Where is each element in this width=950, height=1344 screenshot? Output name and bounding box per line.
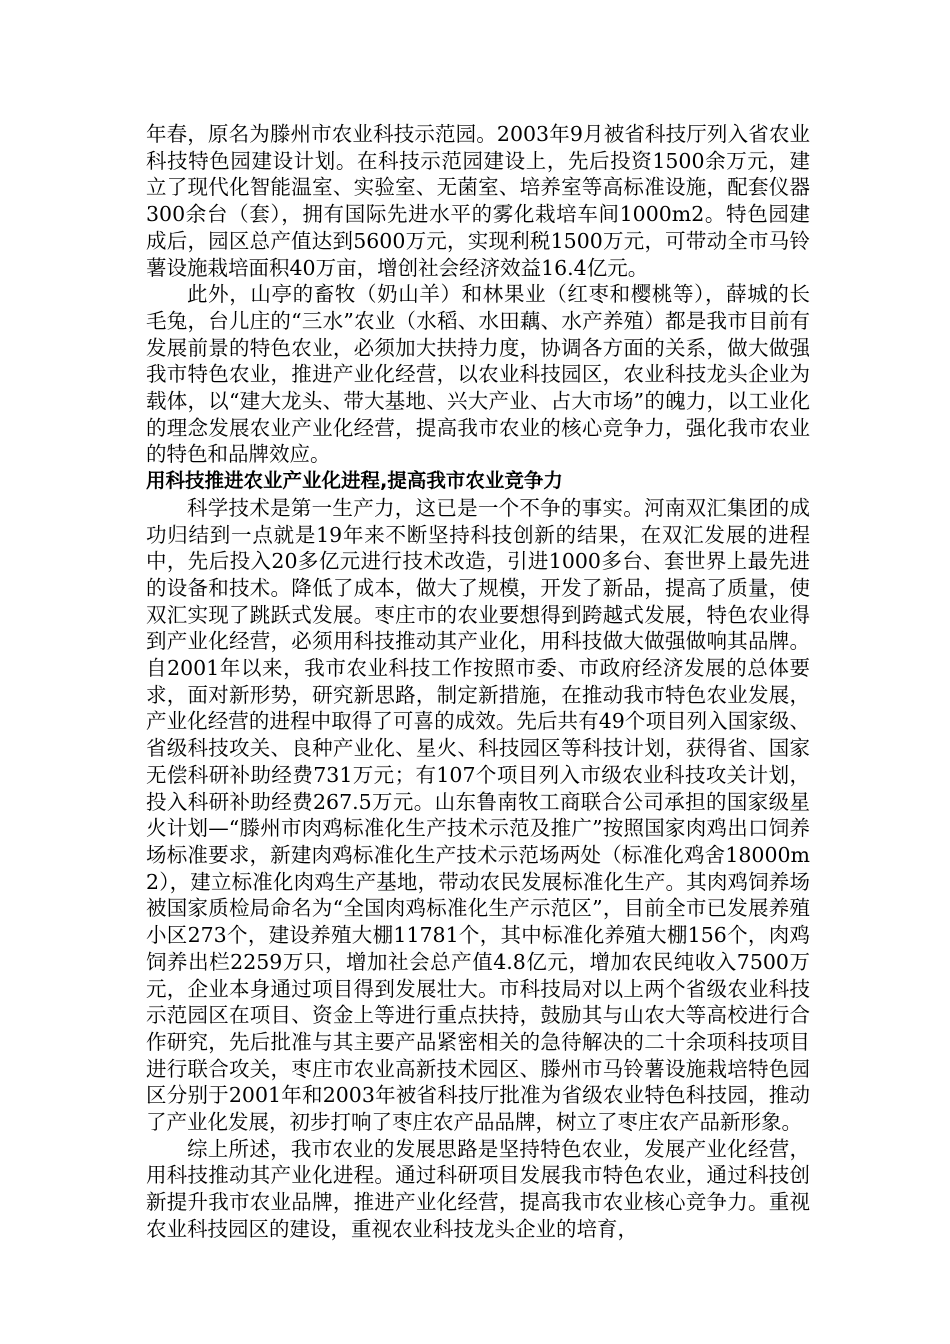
- section-heading: 用科技推进农业产业化进程,提高我市农业竞争力: [146, 469, 563, 493]
- paragraph-4: 综上所述，我市农业的发展思路是坚持特色农业，发展产业化经营，用科技推动其产业化进程。通过科研项目发展我市特色农业，通过科技创新提升我市农业品牌，推进产业化经营，提高我市农业核心竞争力。重视农业科技园区的建设，重视农业科技龙头企业的培育，: [146, 1136, 810, 1241]
- paragraph-2: 此外，山亭的畜牧（奶山羊）和林果业（红枣和樱桃等），薛城的长毛兔，台儿庄的“三水”农业（水稻、水田藕、水产养殖）都是我市目前有发展前景的特色农业，必须加大扶持力度，协调各方面的关系，做大做强我市特色农业，推进产业化经营，以农业科技园区，农业科技龙头企业为载体，以“建大龙头、带大基地、兴大产业、占大市场”的魄力，以工业化的理念发展农业产业化经营，提高我市农业的核心竞争力，强化我市农业的特色和品牌效应。: [146, 282, 810, 467]
- paragraph-3: 科学技术是第一生产力，这已是一个不争的事实。河南双汇集团的成功归结到一点就是19年来不断坚持科技创新的结果，在双汇发展的进程中，先后投入20多亿元进行技术改造，引进1000多台、套世界上最先进的设备和技术。降低了成本，做大了规模，开发了新品，提高了质量，使双汇实现了跳跃式发展。枣庄市的农业要想得到跨越式发展，特色农业得到产业化经营，必须用科技推动其产业化，用科技做大做强做响其品牌。自2001年以来，我市农业科技工作按照市委、市政府经济发展的总体要求，面对新形势，研究新思路，制定新措施，在推动我市特色农业发展，产业化经营的进程中取得了可喜的成效。先后共有49个项目列入国家级、省级科技攻关、良种产业化、星火、科技园区等科技计划，获得省、国家无偿科研补助经费731万元；有107个项目列入市级农业科技攻关计划，投入科研补助经费267.5万元。山东鲁南牧工商联合公司承担的国家级星火计划—“滕州市肉鸡标准化生产技术示范及推广”按照国家肉鸡出口饲养场标准要求，新建肉鸡标准化生产技术示范场两处（标准化鸡舍18000m2），建立标准化肉鸡生产基地，带动农民发展标准化生产。其肉鸡饲养场被国家质检局命名为“全国肉鸡标准化生产示范区”，目前全市已发展养殖小区273个，建设养殖大棚11781个，其中标准化养殖大棚156个，肉鸡饲养出栏2259万只，增加社会总产值4.8亿元，增加农民纯收入7500万元，企业本身通过项目得到发展壮大。市科技局对以上两个省级农业科技示范园区在项目、资金上等进行重点扶持，鼓励其与山农大等高校进行合作研究，先后批准与其主要产品紧密相关的急待解决的二十余项科技项目进行联合攻关，枣庄市农业高新技术园区、滕州市马铃薯设施栽培特色园区分别于2001年和2003年被省科技厅批准为省级农业特色科技园，推动了产业化发展，初步打响了枣庄农产品品牌，树立了枣庄农产品新形象。: [146, 495, 810, 1135]
- document-page: [146, 121, 810, 1243]
- paragraph-1: 年春，原名为滕州市农业科技示范园。2003年9月被省科技厅列入省农业科技特色园建设计划。在科技示范园建设上，先后投资1500余万元，建立了现代化智能温室、实验室、无菌室、培养室等高标准设施，配套仪器300余台（套），拥有国际先进水平的雾化栽培车间1000m2。特色园建成后，园区总产值达到5600万元，实现利税1500万元，可带动全市马铃薯设施栽培面积40万亩，增创社会经济效益16.4亿元。: [146, 122, 810, 280]
